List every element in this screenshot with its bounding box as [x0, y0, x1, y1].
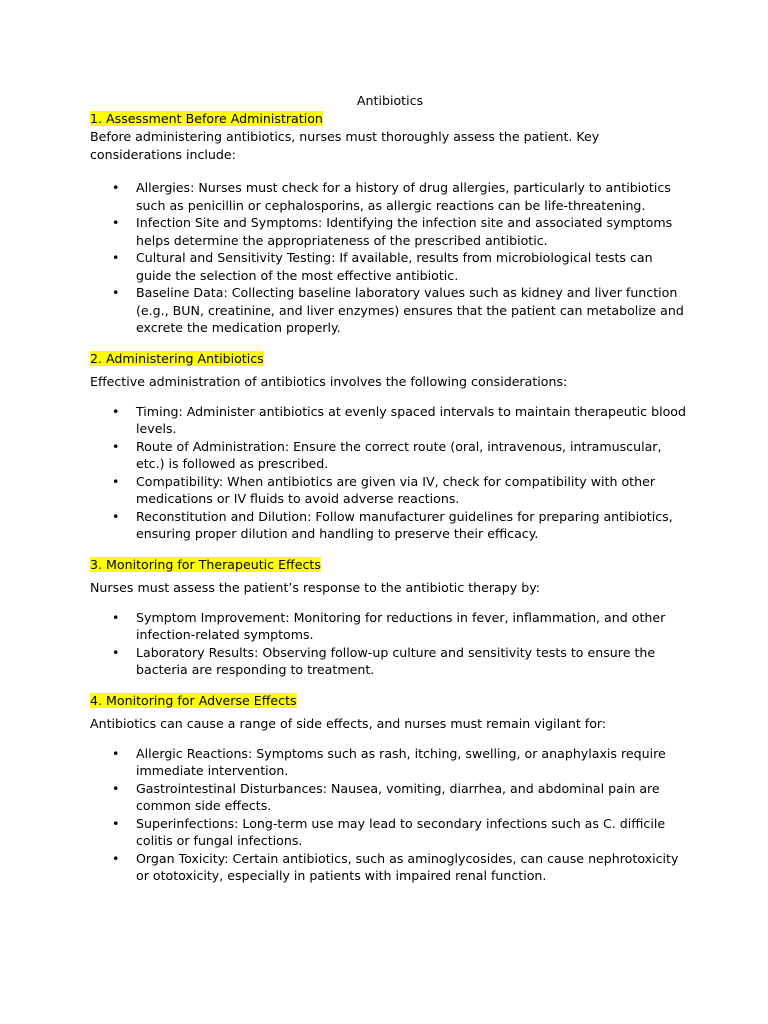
document-title: Antibiotics: [356, 93, 424, 108]
section-intro: Nurses must assess the patient’s response to the antibiotic therapy by:: [90, 579, 540, 595]
bullet-icon: •: [112, 780, 120, 796]
bullet-icon: •: [112, 180, 120, 195]
section-heading-text: 1. Assessment Before Administration: [90, 111, 323, 126]
bullet-icon: •: [112, 285, 120, 300]
bullet-list: [90, 179, 690, 337]
bullet-icon: •: [112, 438, 120, 454]
section-intro: Antibiotics can cause a range of side effects, and nurses must remain vigilant for:: [90, 715, 607, 731]
list-item-text: Timing: Administer antibiotics at evenly spaced intervals to maintain therapeutic blood levels.: [136, 403, 686, 436]
list-item: [90, 780, 690, 815]
list-item-text: Route of Administration: Ensure the correct route (oral, intravenous, intramuscular, etc.) is followed as prescribed.: [136, 438, 662, 471]
list-item: [90, 609, 690, 644]
list-item-text: Reconstitution and Dilution: Follow manufacturer guidelines for preparing antibiotics, ensuring proper dilution and handling to preserve their efficacy.: [136, 508, 673, 541]
list-item: [90, 438, 690, 473]
list-item: [90, 284, 690, 337]
list-item: [90, 214, 690, 249]
section-heading-text: 2. Administering Antibiotics: [90, 350, 264, 366]
list-item-text: Cultural and Sensitivity Testing: If available, results from microbiological tests can guide the selection of the most effective antibiotic.: [136, 250, 653, 283]
bullet-icon: •: [112, 609, 120, 625]
list-item-text: Superinfections: Long-term use may lead to secondary infections such as C. difficile colitis or fungal infections.: [136, 815, 666, 848]
list-item-text: Compatibility: When antibiotics are given via IV, check for compatibility with other medications or IV fluids to avoid adverse reactions.: [136, 473, 656, 506]
bullet-icon: •: [112, 850, 120, 866]
bullet-icon: •: [112, 403, 120, 419]
list-item-text: Gastrointestinal Disturbances: Nausea, vomiting, diarrhea, and abdominal pain are common side effects.: [136, 780, 660, 813]
bullet-list: [90, 745, 690, 885]
section-heading-adverse: [90, 692, 690, 710]
list-item: [90, 850, 690, 885]
bullet-icon: •: [112, 644, 120, 660]
bullet-icon: •: [112, 473, 120, 489]
list-item-text: Allergies: Nurses must check for a history of drug allergies, particularly to antibiotics such as penicillin or cephalosporins, as allergic reactions can be life-threatening.: [136, 180, 671, 213]
section-heading-administering: [90, 350, 690, 368]
list-item-text: Infection Site and Symptoms: Identifying the infection site and associated symptoms helps determine the appropriateness of the prescribed antibiotic.: [136, 215, 673, 248]
list-item-text: Organ Toxicity: Certain antibiotics, such as aminoglycosides, can cause nephrotoxicity or ototoxicity, especially in patients with impaired renal function.: [136, 850, 679, 883]
list-item: [90, 249, 690, 284]
section-intro: Before administering antibiotics, nurses must thoroughly assess the patient. Key considerations include:: [90, 129, 600, 162]
bullet-icon: •: [112, 745, 120, 761]
list-item-text: Laboratory Results: Observing follow-up culture and sensitivity tests to ensure the bacteria are responding to treatment.: [136, 644, 656, 677]
list-item: [90, 473, 690, 508]
bullet-icon: •: [112, 215, 120, 230]
bullet-icon: •: [112, 508, 120, 524]
bullet-icon: •: [112, 815, 120, 831]
bullet-list: [90, 403, 690, 543]
list-item: [90, 179, 690, 214]
section-intro: Effective administration of antibiotics involves the following considerations:: [90, 373, 568, 389]
list-item: [90, 815, 690, 850]
list-item: [90, 403, 690, 438]
bullet-icon: •: [112, 250, 120, 265]
list-item: [90, 745, 690, 780]
list-item: [90, 508, 690, 543]
section-heading-therapeutic: [90, 556, 690, 574]
document-page: [90, 92, 690, 885]
list-item-text: Allergic Reactions: Symptoms such as rash, itching, swelling, or anaphylaxis require immediate intervention.: [136, 745, 666, 778]
list-item-text: Symptom Improvement: Monitoring for reductions in fever, inflammation, and other infection-related symptoms.: [136, 609, 666, 642]
section-heading-text: 4. Monitoring for Adverse Effects: [90, 692, 297, 708]
list-item: [90, 644, 690, 679]
section-heading-text: 3. Monitoring for Therapeutic Effects: [90, 556, 321, 572]
list-item-text: Baseline Data: Collecting baseline laboratory values such as kidney and liver function (e.g., BUN, creatinine, and liver enzymes) ensures that the patient can metabolize and excrete the medication properly.: [136, 285, 684, 335]
section-heading-assessment: [90, 110, 690, 128]
bullet-list: [90, 609, 690, 679]
